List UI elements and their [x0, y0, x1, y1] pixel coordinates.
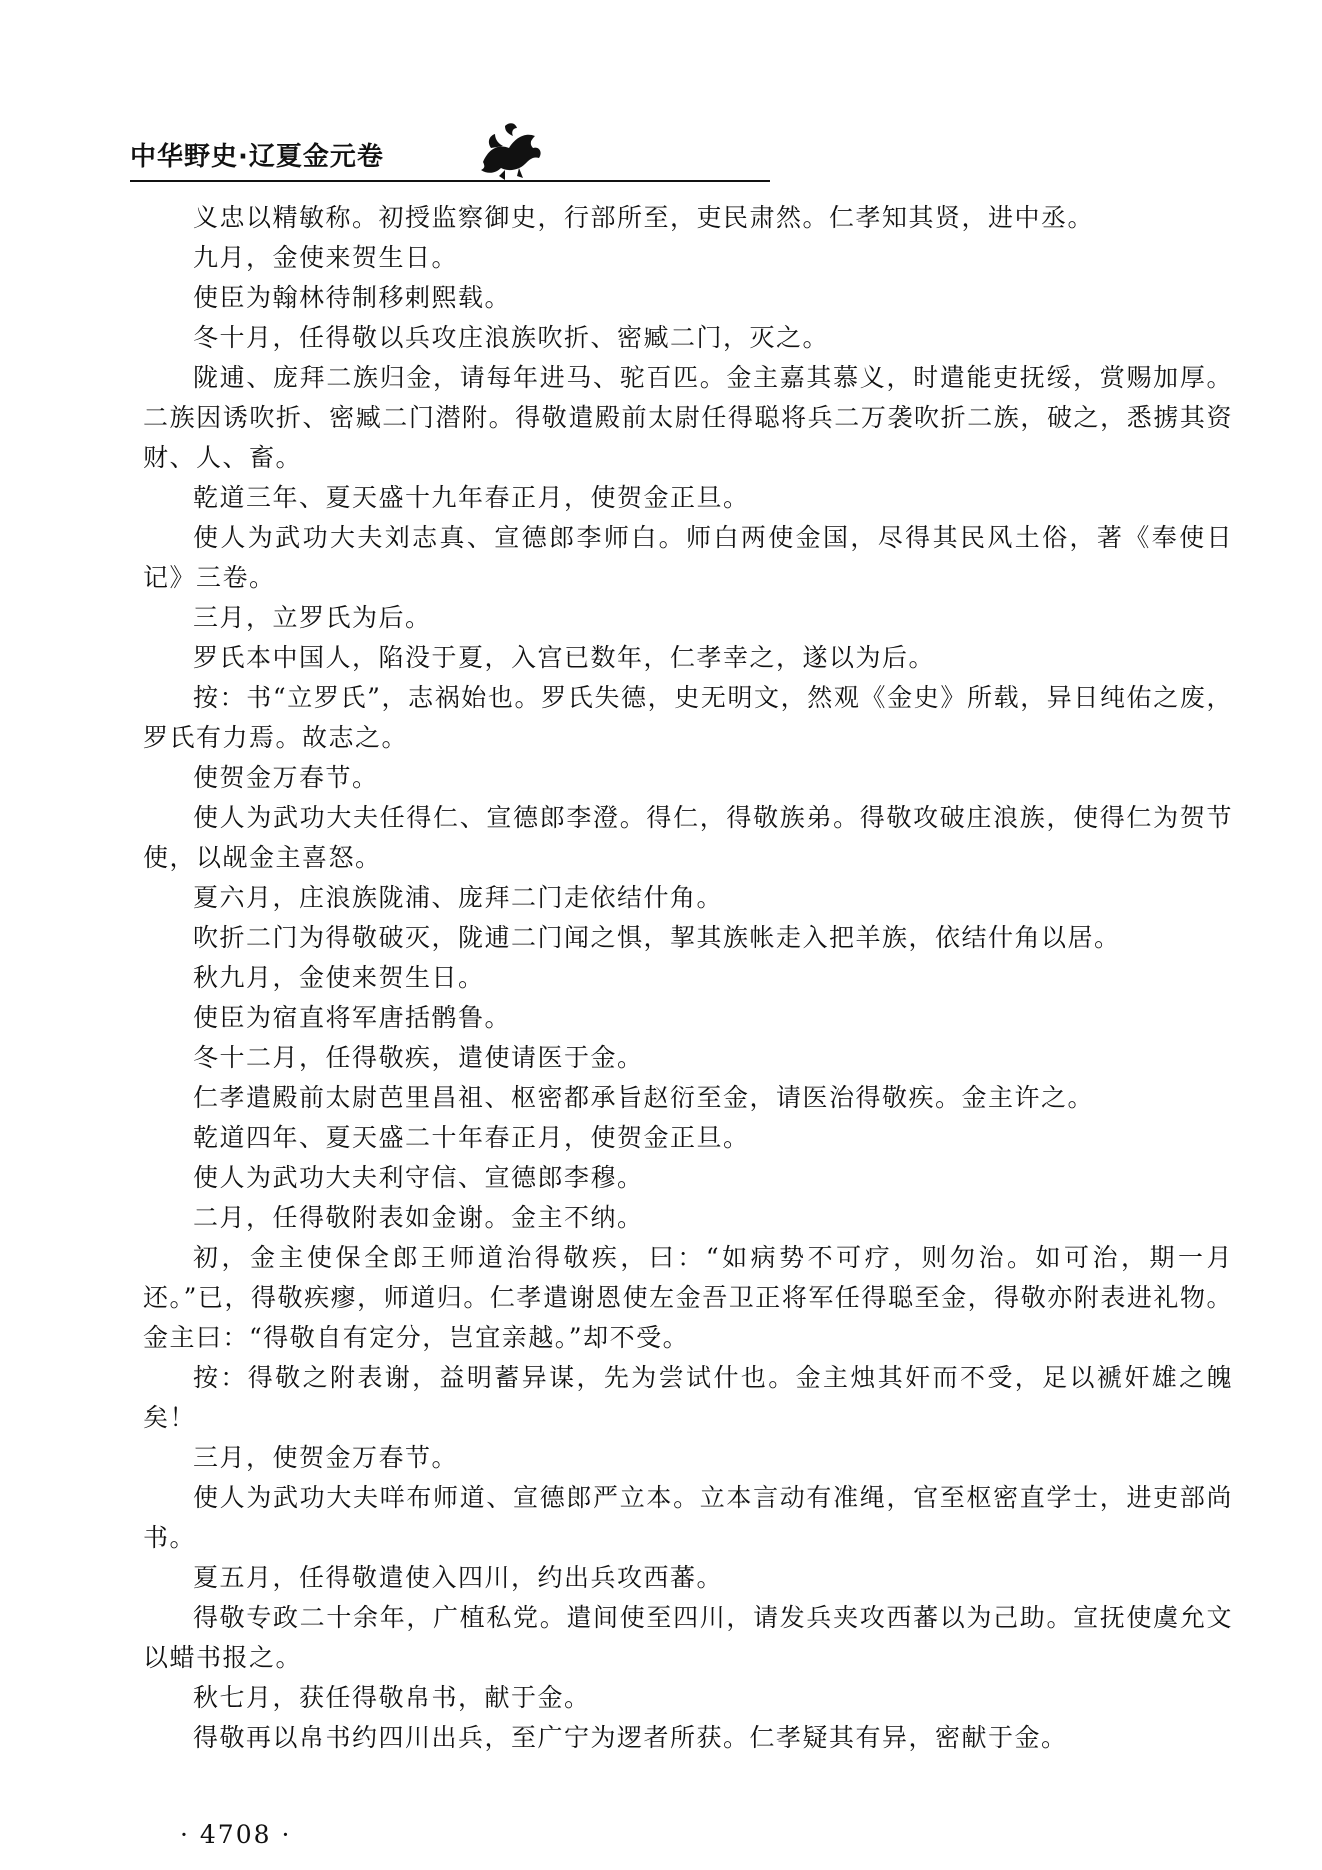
paragraph: 吹折二门为得敬破灭，陇逋二门闻之惧，挈其族帐走入把羊族，依结什角以居。	[193, 923, 1121, 952]
paragraph: 使人为武功大夫任得仁、宣德郎李澄。得仁，得敬族弟。得敬攻破庄浪族，使得仁为贺节使，以觇金主喜怒。	[143, 803, 1233, 872]
main-text	[143, 198, 1233, 1758]
paragraph: 按：得敬之附表谢，益明蓄异谋，先为尝试什也。金主烛其奸而不受，足以褫奸雄之魄矣！	[143, 1363, 1233, 1432]
paragraph: 使人为武功大夫利守信、宣德郎李穆。	[193, 1163, 644, 1192]
paragraph: 乾道三年、夏天盛十九年春正月，使贺金正旦。	[193, 483, 750, 512]
paragraph: 得敬再以帛书约四川出兵，至广宁为逻者所获。仁孝疑其有异，密献于金。	[193, 1723, 1068, 1752]
paragraph: 三月，立罗氏为后。	[193, 603, 432, 632]
paragraph: 夏六月，庄浪族陇浦、庞拜二门走依结什角。	[193, 883, 724, 912]
paragraph: 使臣为翰林待制移剌熙载。	[193, 283, 512, 312]
paragraph: 义忠以精敏称。初授监察御史，行部所至，吏民肃然。仁孝知其贤，进中丞。	[193, 203, 1095, 232]
paragraph: 使贺金万春节。	[193, 763, 379, 792]
paragraph: 二月，任得敬附表如金谢。金主不纳。	[193, 1203, 644, 1232]
paragraph: 得敬专政二十余年，广植私党。遣间使至四川，请发兵夹攻西蕃以为己助。宣抚使虞允文以蜡书报之。	[143, 1603, 1233, 1672]
paragraph: 陇逋、庞拜二族归金，请每年进马、驼百匹。金主嘉其慕义，时遣能吏抚绥，赏赐加厚。二族因诱吹折、密臧二门潜附。得敬遣殿前太尉任得聪将兵二万袭吹折二族，破之，悉掳其资财、人、畜。	[143, 363, 1233, 472]
paragraph: 仁孝遣殿前太尉芭里昌祖、枢密都承旨赵衍至金，请医治得敬疾。金主许之。	[193, 1083, 1095, 1112]
running-header	[130, 128, 1170, 188]
header-rule	[130, 180, 770, 182]
paragraph: 罗氏本中国人，陷没于夏，入宫已数年，仁孝幸之，遂以为后。	[193, 643, 936, 672]
paragraph: 使人为武功大夫咩布师道、宣德郎严立本。立本言动有准绳，官至枢密直学士，进吏部尚书。	[143, 1483, 1233, 1552]
paragraph: 使人为武功大夫刘志真、宣德郎李师白。师白两使金国，尽得其民风土俗，著《奉使日记》三卷。	[143, 523, 1233, 592]
book-title: 中华野史·辽夏金元卷	[130, 142, 384, 172]
dragon-emblem-icon	[475, 118, 547, 180]
paragraph: 夏五月，任得敬遣使入四川，约出兵攻西蕃。	[193, 1563, 724, 1592]
paragraph: 初，金主使保全郎王师道治得敬疾，曰：“如病势不可疗，则勿治。如可治，期一月还。”已，得敬疾瘳，师道归。仁孝遣谢恩使左金吾卫正将军任得聪至金，得敬亦附表进礼物。金主曰：“得敬自有定分，岂宜亲越。”却不受。	[143, 1243, 1233, 1352]
paragraph: 按：书“立罗氏”，志祸始也。罗氏失德，史无明文，然观《金史》所载，异日纯佑之废，罗氏有力焉。故志之。	[143, 683, 1233, 752]
paragraph: 冬十月，任得敬以兵攻庄浪族吹折、密臧二门，灭之。	[193, 323, 830, 352]
paragraph: 九月，金使来贺生日。	[193, 243, 459, 272]
paragraph: 秋九月，金使来贺生日。	[193, 963, 485, 992]
paragraph: 冬十二月，任得敬疾，遣使请医于金。	[193, 1043, 644, 1072]
paragraph: 秋七月，获任得敬帛书，献于金。	[193, 1683, 591, 1712]
paragraph: 乾道四年、夏天盛二十年春正月，使贺金正旦。	[193, 1123, 750, 1152]
paragraph: 三月，使贺金万春节。	[193, 1443, 459, 1472]
page-number: · 4708 ·	[180, 1820, 292, 1849]
paragraph: 使臣为宿直将军唐括鹘鲁。	[193, 1003, 512, 1032]
